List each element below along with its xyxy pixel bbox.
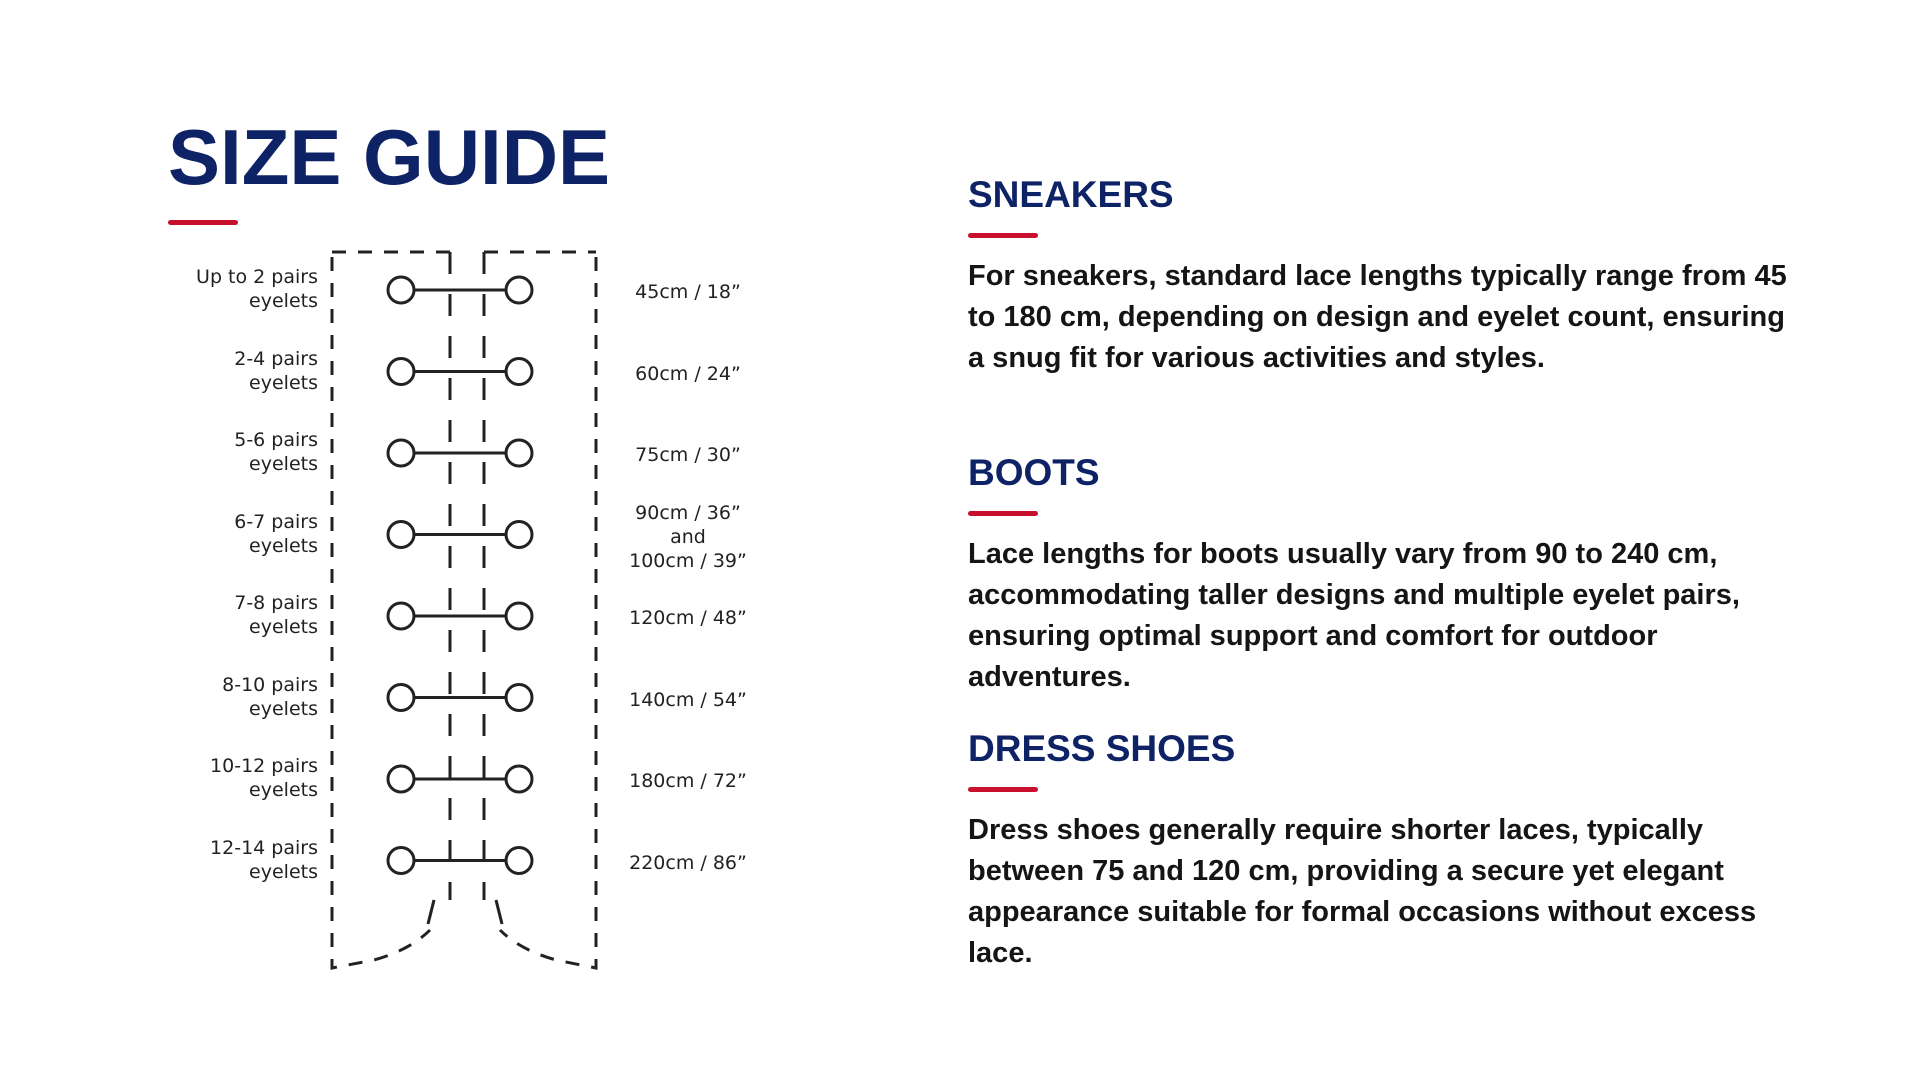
eyelet-count-text: 5-6 pairs: [234, 429, 318, 451]
eyelet-count-label: [148, 836, 318, 884]
lace-length-label: [618, 606, 758, 630]
lace-length-text: 180cm / 72”: [629, 770, 747, 792]
section-heading: BOOTS: [968, 452, 1100, 493]
eyelet-unit-text: eyelets: [249, 534, 318, 557]
section-underline: [968, 787, 1038, 792]
eyelet-unit-text: eyelets: [249, 453, 318, 475]
eyelet-count-text: 6-7 pairs: [234, 510, 318, 533]
eyelet-count-text: 7-8 pairs: [234, 592, 318, 614]
eyelet-unit-text: eyelets: [249, 860, 318, 883]
eyelet-left: [388, 522, 414, 548]
section-heading: SNEAKERS: [968, 174, 1174, 215]
eyelet-unit-text: eyelets: [249, 371, 318, 394]
page-title: SIZE GUIDE: [168, 113, 611, 201]
section-sneakers: [968, 176, 1788, 379]
eyelet-count-text: 2-4 pairs: [234, 347, 318, 370]
eyelet-count-text: Up to 2 pairs: [196, 266, 318, 288]
eyelet-unit-text: eyelets: [249, 697, 318, 720]
section-body: For sneakers, standard lace lengths typically range from 45 to 180 cm, depending on design and eyelet count, ensuring a snug fit for various activities and styles.: [968, 260, 1787, 374]
eyelet-right: [506, 277, 532, 303]
section-dress-shoes: [968, 730, 1788, 974]
eyelet-right: [506, 440, 532, 466]
lace-length-label: [618, 769, 758, 793]
eyelet-left: [388, 359, 414, 385]
eyelet-count-text: 8-10 pairs: [222, 673, 318, 696]
eyelet-left: [388, 685, 414, 711]
eyelet-unit-text: eyelets: [249, 290, 318, 312]
lace-length-label: [618, 501, 758, 573]
section-body: Dress shoes generally require shorter laces, typically between 75 and 120 cm, providing a secure yet elegant appearance suitable for formal occasions without excess lace.: [968, 814, 1757, 969]
eyelet-left: [388, 766, 414, 792]
lace-length-label: [618, 851, 758, 875]
tongue-tip-left: [428, 900, 434, 924]
eyelet-left: [388, 277, 414, 303]
eyelet-count-text: 12-14 pairs: [210, 836, 318, 859]
eyelet-count-label: [148, 347, 318, 395]
eyelet-right: [506, 359, 532, 385]
eyelet-count-label: [148, 673, 318, 721]
title-underline: [168, 220, 238, 225]
lace-length-label: [618, 362, 758, 386]
eyelet-unit-text: eyelets: [249, 616, 318, 638]
eyelet-right: [506, 685, 532, 711]
eyelet-count-label: [148, 428, 318, 476]
lace-length-text: 45cm / 18”: [635, 281, 741, 303]
lace-length-label: [618, 280, 758, 304]
lace-diagram: [150, 240, 770, 980]
eyelet-count-label: [148, 591, 318, 639]
eyelet-right: [506, 766, 532, 792]
section-boots: [968, 454, 1788, 698]
lace-length-label: [618, 443, 758, 467]
eyelet-count-label: [148, 510, 318, 558]
eyelet-count-text: 10-12 pairs: [210, 755, 318, 777]
lace-length-text: 120cm / 48”: [629, 607, 747, 629]
lace-length-text: 90cm / 36”: [635, 501, 741, 524]
section-underline: [968, 233, 1038, 238]
lace-length-text: 75cm / 30”: [635, 444, 741, 466]
lace-length-text: 100cm / 39”: [629, 549, 747, 572]
section-body: Lace lengths for boots usually vary from 90 to 240 cm, accommodating taller designs and multiple eyelet pairs, ensuring optimal support and comfort for outdoor adventures.: [968, 538, 1740, 693]
lace-length-text: and: [670, 525, 706, 548]
eyelet-right: [506, 522, 532, 548]
eyelet-count-label: [148, 754, 318, 802]
lace-length-text: 60cm / 24”: [635, 362, 741, 385]
lace-length-text: 220cm / 86”: [629, 851, 747, 874]
tongue-tip-right: [496, 900, 502, 924]
eyelet-left: [388, 440, 414, 466]
lace-length-label: [618, 688, 758, 712]
eyelet-left: [388, 603, 414, 629]
section-underline: [968, 511, 1038, 516]
eyelet-unit-text: eyelets: [249, 779, 318, 801]
eyelet-count-label: [148, 265, 318, 313]
eyelet-right: [506, 848, 532, 874]
lace-length-text: 140cm / 54”: [629, 688, 747, 711]
section-heading: DRESS SHOES: [968, 728, 1236, 769]
eyelet-left: [388, 848, 414, 874]
eyelet-right: [506, 603, 532, 629]
